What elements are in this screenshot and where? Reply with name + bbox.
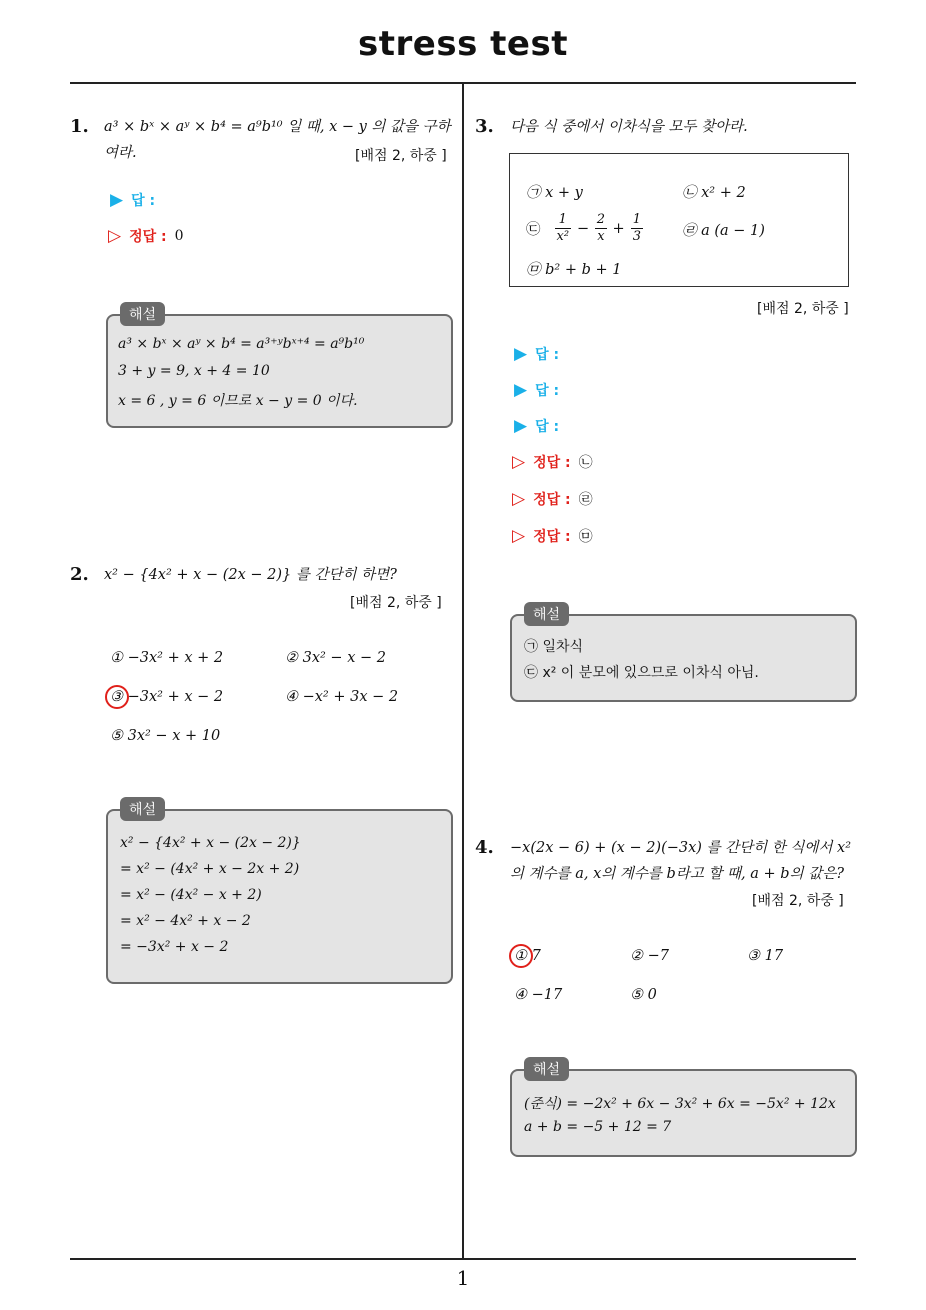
numerator: 2 <box>596 212 606 227</box>
correct-row <box>512 489 593 509</box>
answer-row <box>514 380 559 400</box>
answer-row <box>514 344 559 364</box>
solution-line: a + b = −5 + 12 = 7 <box>524 1119 672 1135</box>
correct-row <box>108 226 184 246</box>
score-label: [배점 2, 하중 ] <box>355 148 447 164</box>
solution-tag: 해설 <box>120 302 165 326</box>
outline-triangle-icon: ▷ <box>512 489 526 509</box>
denominator: x <box>597 229 605 244</box>
solution-box <box>510 1069 857 1157</box>
correct-label: 정답 : <box>533 492 571 508</box>
page-number: 1 <box>456 1266 470 1290</box>
solution-line: ㉠ 일차식 <box>524 639 584 655</box>
correct-row <box>512 526 593 546</box>
choice-5[interactable]: ⑤ 3x² − x + 10 <box>110 728 221 744</box>
answer-row <box>110 190 155 210</box>
solution-line: (준식) = −2x² + 6x − 3x² + 6x = −5x² + 12x <box>524 1096 836 1112</box>
question-number: 4. <box>475 837 494 858</box>
solution-line: a³ × bˣ × aʸ × b⁴ = a³⁺ʸbˣ⁺⁴ = a⁹b¹⁰ <box>118 336 365 352</box>
choice-2[interactable]: ② −7 <box>630 948 669 964</box>
answer-label: 답 : <box>535 383 560 399</box>
choice-2[interactable]: ② 3x² − x − 2 <box>285 650 386 666</box>
question-text: 다음 식 중에서 이차식을 모두 찾아라. <box>510 119 748 135</box>
choice-4[interactable]: ④ −17 <box>514 987 563 1003</box>
question-text: −x(2x − 6) + (x − 2)(−3x) 를 간단히 한 식에서 x² <box>510 840 852 856</box>
answer-label: 답 : <box>535 347 560 363</box>
solution-box <box>106 314 453 428</box>
denominator: 3 <box>632 229 641 244</box>
choice-4[interactable]: ④ −x² + 3x − 2 <box>285 689 399 705</box>
play-icon: ▶ <box>514 380 528 400</box>
solution-line: = x² − (4x² − x + 2) <box>120 887 262 903</box>
option-e: ㉤ b² + b + 1 <box>526 262 622 278</box>
question-text: 의 계수를 a, x의 계수를 b라고 할 때, a + b의 값은? <box>510 866 844 882</box>
numerator: 1 <box>558 212 567 227</box>
solution-line: = x² − 4x² + x − 2 <box>120 913 251 929</box>
option-c: ㉢ $\frac{1}{\text{x²}}$ − $\frac{2}{x}$ + $\frac{1}{3}$ <box>526 212 641 244</box>
choice-1[interactable]: ① 7 <box>514 948 541 964</box>
question-number: 2. <box>70 564 89 585</box>
score-label: [배점 2, 하중 ] <box>752 893 844 909</box>
correct-row <box>512 452 593 472</box>
correct-label: 정답 : <box>129 229 167 245</box>
denominator: x² <box>556 229 570 244</box>
choice-3[interactable]: ③ 17 <box>747 948 784 964</box>
correct-value: ㉣ <box>578 492 593 508</box>
choice-3[interactable]: ③ −3x² + x − 2 <box>110 689 224 705</box>
option-mark: ㉢ <box>526 222 541 238</box>
column-divider <box>462 83 464 1259</box>
outline-triangle-icon: ▷ <box>108 226 122 246</box>
correct-value: 0 <box>174 228 184 244</box>
solution-box <box>510 614 857 702</box>
document-title: stress test <box>358 24 568 64</box>
score-label: [배점 2, 하중 ] <box>757 301 849 317</box>
fraction <box>631 212 643 245</box>
correct-label: 정답 : <box>533 455 571 471</box>
option-b: ㉡ x² + 2 <box>682 185 746 201</box>
answer-label: 답 : <box>131 193 156 209</box>
outline-triangle-icon: ▷ <box>512 526 526 546</box>
option-d: ㉣ a (a − 1) <box>682 223 765 239</box>
solution-line: = x² − (4x² + x − 2x + 2) <box>120 861 300 877</box>
correct-value: ㉤ <box>578 529 593 545</box>
solution-line: = −3x² + x − 2 <box>120 939 229 955</box>
fraction <box>595 212 606 245</box>
solution-tag: 해설 <box>120 797 165 821</box>
footer-rule <box>70 1258 856 1260</box>
play-icon: ▶ <box>514 416 528 436</box>
answer-label: 답 : <box>535 419 560 435</box>
fraction <box>555 212 572 245</box>
correct-value: ㉡ <box>578 455 593 471</box>
solution-tag: 해설 <box>524 602 569 626</box>
question-number: 1. <box>70 116 89 137</box>
solution-line: 3 + y = 9, x + 4 = 10 <box>118 363 270 379</box>
correct-label: 정답 : <box>533 529 571 545</box>
question-text: a³ × bˣ × aʸ × b⁴ = a⁹b¹⁰ 일 때, x − y 의 값을 구하 <box>104 119 451 135</box>
choice-5[interactable]: ⑤ 0 <box>630 987 657 1003</box>
solution-line: ㉢ x² 이 분모에 있으므로 이차식 아님. <box>524 665 759 681</box>
choice-1[interactable]: ① −3x² + x + 2 <box>110 650 224 666</box>
question-text: 여라. <box>104 145 137 161</box>
play-icon: ▶ <box>514 344 528 364</box>
solution-line: x² − {4x² + x − (2x − 2)} <box>120 835 301 851</box>
solution-tag: 해설 <box>524 1057 569 1081</box>
outline-triangle-icon: ▷ <box>512 452 526 472</box>
answer-row <box>514 416 559 436</box>
solution-line: x = 6 , y = 6 이므로 x − y = 0 이다. <box>118 393 358 409</box>
option-a: ㉠ x + y <box>526 185 583 201</box>
question-text: x² − {4x² + x − (2x − 2)} 를 간단히 하면? <box>104 567 397 583</box>
score-label: [배점 2, 하중 ] <box>350 595 442 611</box>
numerator: 1 <box>632 212 641 227</box>
play-icon: ▶ <box>110 190 124 210</box>
question-number: 3. <box>475 116 494 137</box>
options-box <box>509 153 849 287</box>
solution-box <box>106 809 453 984</box>
